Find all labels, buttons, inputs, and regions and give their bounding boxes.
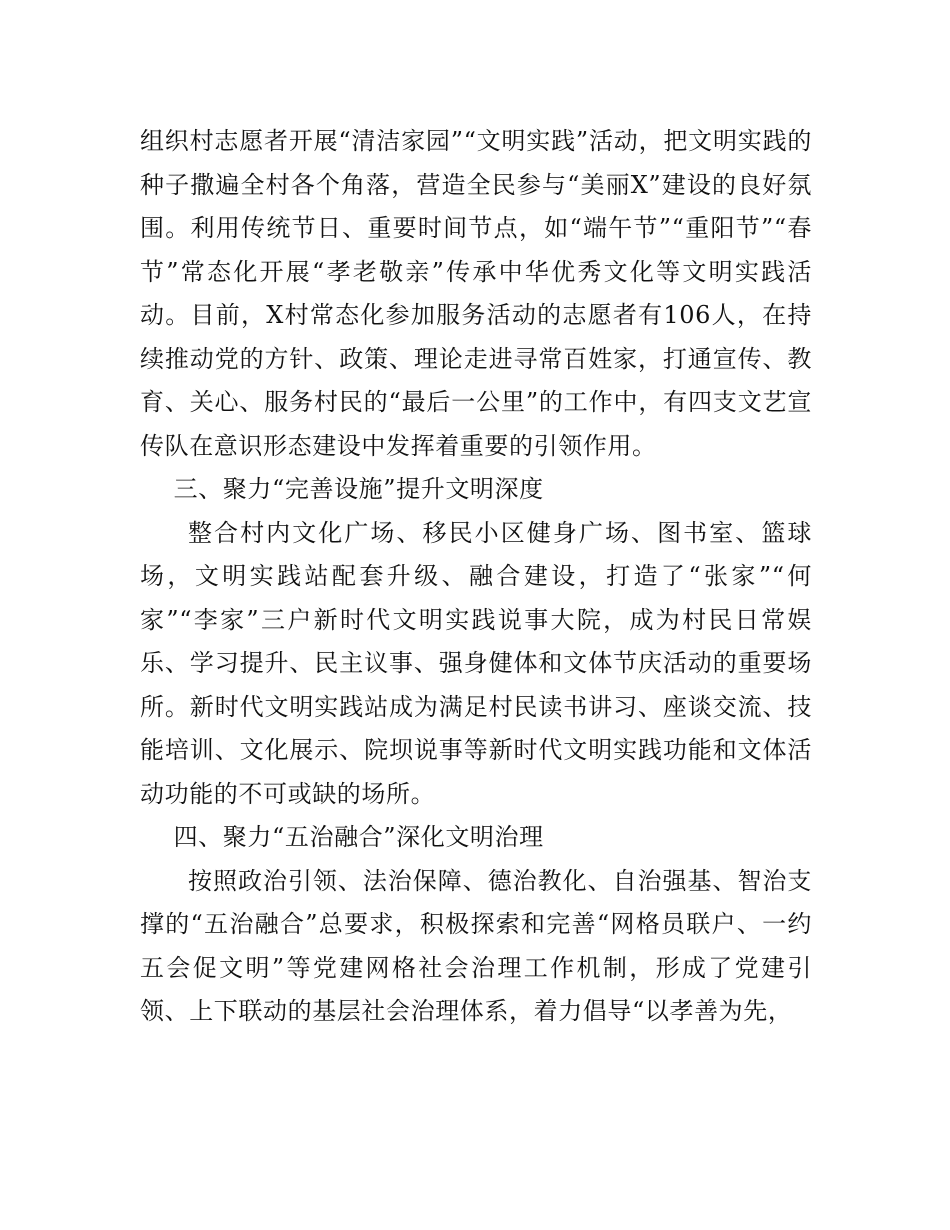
paragraph-facilities: 整合村内文化广场、移民小区健身广场、图书室、篮球场，文明实践站配套升级、融合建设，打造了“张家”“何家”“李家”三户新时代文明实践说事大院，成为村民日常娱乐、学习提升、民主议事、强身健体和文体节庆活动的重要场所。新时代文明实践站成为满足村民读书讲习、座谈交流、技能培训、文化展示、院坝说事等新时代文明实践功能和文体活动功能的不可或缺的场所。 xyxy=(140,518,812,808)
paragraph-governance: 按照政治引领、法治保障、德治教化、自治强基、智治支撑的“五治融合”总要求，积极探索和完善“网格员联户、一约五会促文明”等党建网格社会治理工作机制，形成了党建引领、上下联动的基层社会治理体系，着力倡导“以孝善为先， xyxy=(140,866,812,1025)
section-heading-3: 三、聚力“完善设施”提升文明深度 xyxy=(173,475,544,503)
paragraph-volunteer-activities: 组织村志愿者开展“清洁家园”“文明实践”活动，把文明实践的种子撒遍全村各个角落，营造全民参与“美丽X”建设的良好氛围。利用传统节日、重要时间节点，如“端午节”“重阳节”“春节”常态化开展“孝老敬亲”传承中华优秀文化等文明实践活动。目前，X村常态化参加服务活动的志愿者有106人，在持续推动党的方针、政策、理论走进寻常百姓家，打通宣传、教育、关心、服务村民的“最后一公里”的工作中，有四支文艺宣传队在意识形态建设中发挥着重要的引领作用。 xyxy=(140,127,812,460)
document-body xyxy=(140,120,812,1034)
section-heading-4: 四、聚力“五治融合”深化文明治理 xyxy=(173,823,544,851)
